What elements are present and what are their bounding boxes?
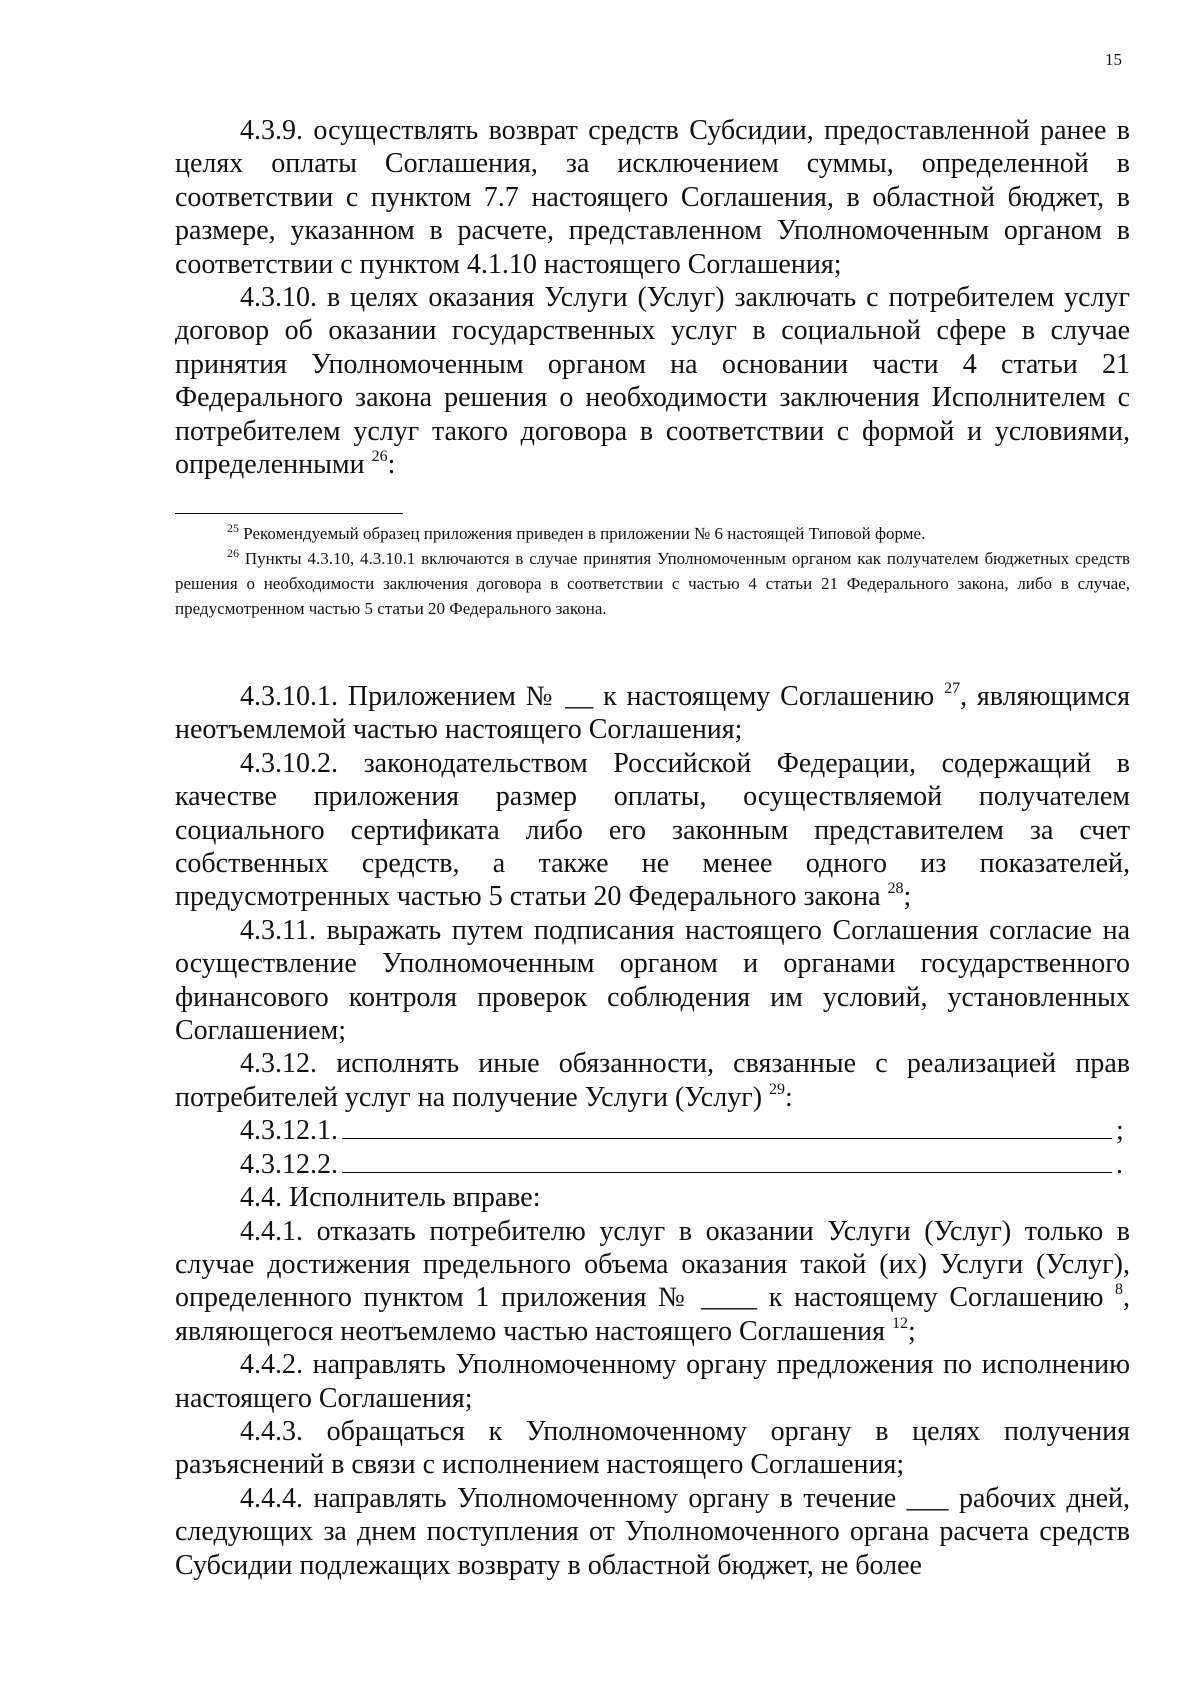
footnote-ref-26: 26 (371, 448, 388, 466)
paragraph-4-3-12-2: 4.3.12.2. . (240, 1148, 1123, 1180)
page-number: 15 (1105, 50, 1122, 69)
paragraph-4-3-10-2: 4.3.10.2. законодательством Российской Федерации, содержащий в качестве приложения размер оплаты, осуществляемой получателем социального сертификата либо его законным представителем за счет собственных средств, а также не менее одного из показателей, предусмотренных частью 5 статьи 20 Федерального закона $^{28}$; (175, 747, 1130, 913)
paragraph-4-3-10-1 (175, 680, 1130, 747)
paragraph-4-4-4: 4.4.4. направлять Уполномоченному органу в течение ___ рабочих дней, следующих за днем поступления от Уполномоченного органа расчета средств Субсидии подлежащих возврату в областной бюджет, не более (175, 1482, 1130, 1581)
paragraph-4-4: 4.4. Исполнитель вправе: (240, 1182, 541, 1214)
footnote-ref-28: 28 (887, 880, 904, 898)
footnotes (175, 521, 1130, 621)
footnote-25 (175, 521, 1130, 546)
paragraph-4-3-9: 4.3.9. осуществлять возврат средств Субсидии, предоставленной ранее в целях оплаты Соглашения, за исключением суммы, определенной в соответствии с пунктом 7.7 настоящего Соглашения, в областной бюджет, в размере, указанном в расчете, представленном Уполномоченным органом в соответствии с пунктом 4.1.10 настоящего Соглашения; (175, 115, 1130, 280)
paragraph-4-4-3: 4.4.3. обращаться к Уполномоченному органу в целях получения разъяснений в связи с исполнением настоящего Соглашения; (175, 1415, 1130, 1481)
paragraph-4-4-1-tail: , являющегося неотъемлемо частью настоящего Соглашения (175, 1282, 1131, 1347)
paragraph-4-4-1-text: 4.4.1. отказать потребителю услуг в оказании Услуги (Услуг) только в случае достижения предельного объема оказания такой (их) Услуги (Услуг), определенного пунктом 1 приложения № ____ к настоящему Соглашению (175, 1215, 1130, 1314)
paragraph-4-3-12-1-label: 4.3.12.1. (240, 1115, 338, 1147)
footnote-ref-27: 27 (944, 680, 961, 697)
paragraph-4-3-11: 4.3.11. выражать путем подписания настоящего Соглашения согласие на осуществление Уполномоченным органом и органами государственного финансового контроля проверок соблюдения им условий, установленных Соглашением; (175, 914, 1130, 1047)
footnote-ref-8: 8 (1115, 1281, 1124, 1299)
footnote-26-text: Пункты 4.3.10, 4.3.10.1 включаются в случае принятия Уполномоченным органом как получателем бюджетных средств решения о необходимости заключения договора в соответствии с частью 4 статьи 21 Федерального закона, либо в случае, предусмотренном частью 5 статьи 20 Федерального закона. (175, 549, 1130, 618)
footnote-separator (175, 513, 403, 514)
footnote-ref-12: 12 (891, 1314, 908, 1332)
paragraph-4-3-10-2-text: 4.3.10.2. законодательством Российской Федерации, содержащий в качестве приложения размер оплаты, осуществляемой получателем социального сертификата либо его законным представителем за счет собственных средств, а также не менее одного из показателей, предусмотренных частью 5 статьи 20 Федерального закона (175, 747, 1130, 913)
paragraph-4-3-10-1-tail: , являющимся неотъемлемой частью настоящего Соглашения; (175, 681, 1131, 746)
paragraph-4-4-1: 4.4.1. отказать потребителю услуг в оказании Услуги (Услуг) только в случае достижения предельного объема оказания такой (их) Услуги (Услуг), определенного пунктом 1 приложения № ____ к настоящему Соглашению $^8$, являющегося неотъемлемо частью настоящего Соглашения $^{12}$; (175, 1215, 1131, 1347)
footnote-26 (175, 546, 1130, 621)
paragraph-4-3-10-text: 4.3.10. в целях оказания Услуги (Услуг) заключать с потребителем услуг договор об оказании государственных услуг в социальной сфере в случае принятия Уполномоченным органом на основании части 4 статьи 21 Федерального закона решения о необходимости заключения Исполнителем с потребителем услуг такого договора в соответствии с формой и условиями, определенными (175, 282, 1130, 481)
footnote-ref-29: 29 (769, 1080, 786, 1098)
footnote-25-text: Рекомендуемый образец приложения приведен в приложении № 6 настоящей Типовой форме. (243, 524, 926, 543)
paragraph-4-3-10: 4.3.10. в целях оказания Услуги (Услуг) заключать с потребителем услуг договор об оказании государственных услуг в социальной сфере в случае принятия Уполномоченным органом на основании части 4 статьи 21 Федерального закона решения о необходимости заключения Исполнителем с потребителем услуг такого договора в соответствии с формой и условиями, определенными $^{26}$: (175, 282, 1130, 481)
paragraph-4-4-2: 4.4.2. направлять Уполномоченному органу предложения по исполнению настоящего Соглашения; (175, 1349, 1130, 1414)
footnote-mark-26: 26 (227, 546, 239, 560)
paragraph-4-3-12-text: 4.3.12. исполнять иные обязанности, связанные с реализацией прав потребителей услуг на получение Услуги (Услуг) (175, 1048, 1130, 1113)
top-text-block (175, 114, 1130, 481)
blank-line-4-3-12-1 (342, 1116, 1112, 1139)
bottom-text-block (175, 680, 1130, 1582)
footnote-mark-25: 25 (227, 521, 239, 535)
paragraph-4-3-12: 4.3.12. исполнять иные обязанности, связанные с реализацией прав потребителей услуг на получение Услуги (Услуг) $^{29}$: (175, 1048, 1130, 1113)
blank-line-4-3-12-2 (342, 1150, 1112, 1173)
paragraph-4-3-12-2-label: 4.3.12.2. (240, 1148, 338, 1180)
paragraph-4-3-10-1-text: 4.3.10.1. Приложением № __ к настоящему Соглашению (240, 681, 935, 712)
paragraph-4-3-12-1: 4.3.12.1. ; (240, 1115, 1124, 1147)
